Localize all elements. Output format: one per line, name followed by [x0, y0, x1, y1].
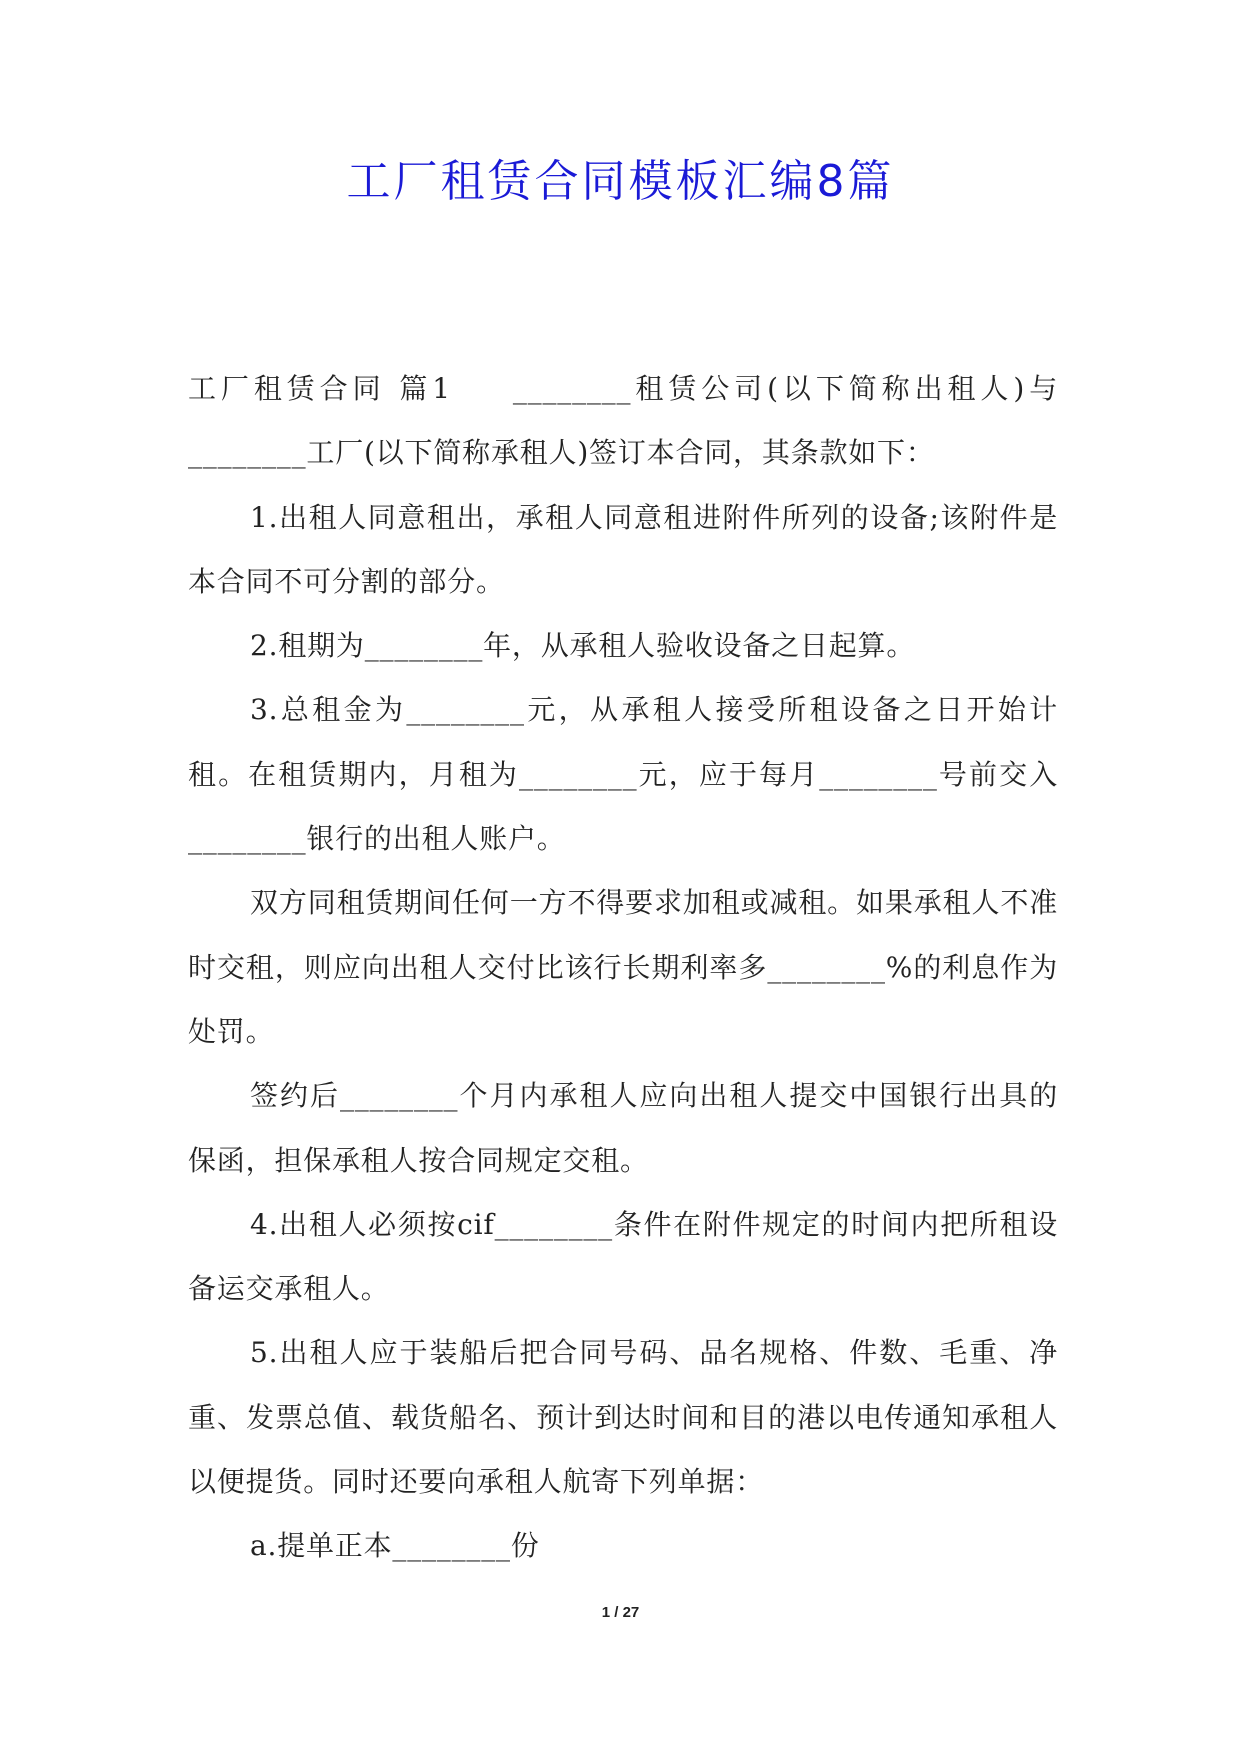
paragraph-text: ________租赁公司(以下简称出租人)与________工厂(以下简称承租人)签订本合同，其条款如下：: [188, 372, 1058, 470]
paragraph-clause-5: 5.出租人应于装船后把合同号码、品名规格、件数、毛重、净重、发票总值、载货船名、预计到达时间和目的港以电传通知承租人以便提货。同时还要向承租人航寄下列单据：: [188, 1336, 1058, 1499]
page-separator: /: [610, 1604, 623, 1621]
paragraph-clause-4: 4.出租人必须按cif________条件在附件规定的时间内把所租设备运交承租人。: [188, 1207, 1058, 1306]
page-number: [0, 1604, 1241, 1621]
paragraph-rent-adjustment: 双方同租赁期间任何一方不得要求加租或减租。如果承租人不准时交租，则应向出租人交付比该行长期利率多________%的利息作为处罚。: [188, 886, 1058, 1048]
page-total: 27: [622, 1604, 640, 1621]
document-title: 工厂租赁合同模板汇编8篇: [346, 156, 895, 207]
paragraph-clause-1: 1.出租人同意租出，承租人同意租进附件所列的设备;该附件是本合同不可分割的部分。: [188, 500, 1058, 598]
paragraph-clause-2: 2.租期为________年，从承租人验收设备之日起算。: [250, 629, 916, 663]
document-body: [188, 357, 1058, 1579]
section-label: 工厂租赁合同 篇1: [188, 372, 451, 405]
paragraph-item-a: a.提单正本________份: [250, 1529, 540, 1563]
paragraph-clause-3: 3.总租金为________元，从承租人接受所租设备之日开始计租。在租赁期内，月租为________元，应于每月________号前交入________银行的出租人账户。: [188, 693, 1058, 856]
paragraph-intro: [188, 357, 1058, 486]
page-current: 1: [601, 1604, 611, 1621]
paragraph-guarantee: 签约后________个月内承租人应向出租人提交中国银行出具的保函，担保承租人按合同规定交租。: [188, 1079, 1058, 1177]
